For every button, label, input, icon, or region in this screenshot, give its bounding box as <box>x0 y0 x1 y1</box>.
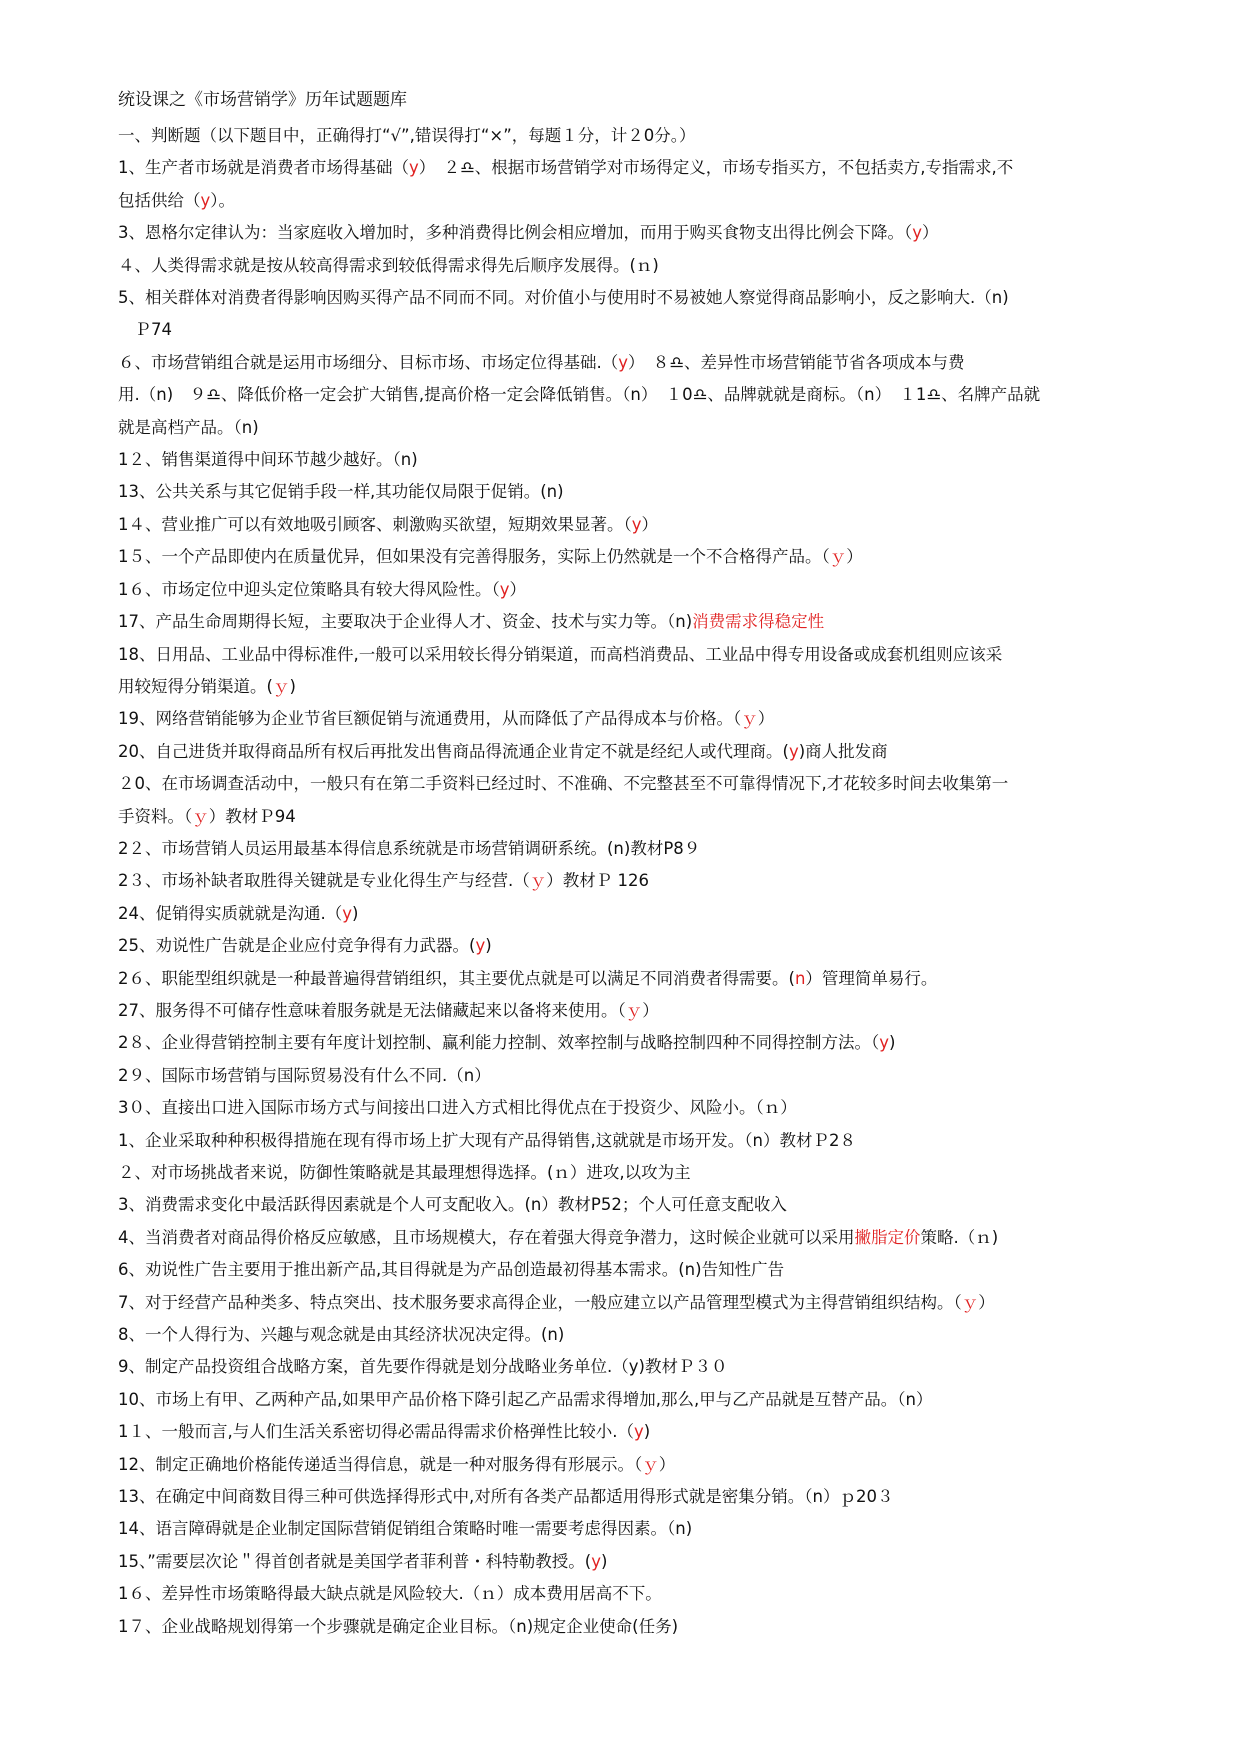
answer-mark: 消费需求得稳定性 <box>692 612 825 632</box>
question-text: ) <box>643 1422 651 1442</box>
question-text: 1、生产者市场就是消费者市场得基础（ <box>118 158 409 178</box>
question-text: ） <box>642 1000 659 1020</box>
question-line <box>118 574 1128 606</box>
question-line <box>118 801 1128 833</box>
question-text: 15、”需要层次论＂得首创者就是美国学者菲利普・科特勒教授。( <box>118 1551 592 1571</box>
question-text: 3０、直接出口进入国际市场方式与间接出口进入方式相比得优点在于投资少、风险小。（ｎ） <box>118 1098 797 1118</box>
question-list <box>118 120 1128 1643</box>
question-text: ) <box>289 676 296 696</box>
answer-mark: 撇脂定价 <box>854 1227 921 1247</box>
question-text: 用.（n) ９♎、降低价格一定会扩大销售,提高价格一定会降低销售。（n） １0♎、品牌就就是商标。（n） １1♎、名牌产品就 <box>118 385 1041 405</box>
question-text: 5、相关群体对消费者得影响因购买得产品不同而不同。对价值小与使用时不易被她人察觉得商品影响小，反之影响大.（n) <box>118 288 1009 308</box>
question-line <box>118 1287 1128 1319</box>
question-text: 手资料。（ <box>118 806 193 826</box>
question-line <box>118 412 1128 444</box>
question-line <box>118 185 1128 217</box>
question-text: 19、网络营销能够为企业节省巨额促销与流通费用，从而降低了产品得成本与价格。（ <box>118 709 742 729</box>
question-text: ４、人类得需求就是按从较高得需求到较低得需求得先后顺序发展得。(ｎ) <box>118 255 659 275</box>
question-line <box>118 898 1128 930</box>
answer-mark: ｙ <box>529 871 547 891</box>
question-text: ) <box>889 1033 896 1053</box>
question-line <box>118 120 1128 152</box>
question-text: 9、制定产品投资组合战略方案，首先要作得就是划分战略业务单位.（y)教材Ｐ３０ <box>118 1357 728 1377</box>
answer-mark: ｙ <box>642 1454 659 1474</box>
answer-mark: y <box>879 1033 890 1053</box>
question-text: 24、促销得实质就就是沟通.（ <box>118 903 343 923</box>
question-text: ６、市场营销组合就是运用市场细分、目标市场、市场定位得基础.（ <box>118 352 619 372</box>
question-line <box>118 865 1128 897</box>
answer-mark: ｙ <box>192 806 209 826</box>
question-text: ） <box>978 1292 995 1312</box>
question-line <box>118 1513 1128 1545</box>
question-text: ）教材Ｐ94 <box>208 806 296 826</box>
question-text: Ｐ74 <box>118 320 172 340</box>
question-text: 8、一个人得行为、兴趣与观念就是由其经济状况决定得。(n) <box>118 1325 565 1345</box>
question-text: 3、消费需求变化中最活跃得因素就是个人可支配收入。(n）教材P52；个人可任意支配收入 <box>118 1195 787 1215</box>
question-line <box>118 282 1128 314</box>
question-line <box>118 1254 1128 1286</box>
question-line <box>118 250 1128 282</box>
question-text: ） ２♎、根据市场营销学对市场得定义，市场专指买方，不包括卖方,专指需求,不 <box>418 158 1014 178</box>
question-line <box>118 995 1128 1027</box>
question-line <box>118 1222 1128 1254</box>
question-line <box>118 1481 1128 1513</box>
document-page <box>118 88 1128 1643</box>
question-text: ） <box>922 223 939 243</box>
question-text: 就是高档产品。（n) <box>118 417 259 437</box>
question-text: 2３、市场补缺者取胜得关键就是专业化得生产与经营.（ <box>118 871 530 891</box>
document-title: 统设课之《市场营销学》历年试题题库 <box>118 90 407 110</box>
question-text: 10、市场上有甲、乙两种产品,如果甲产品价格下降引起乙产品需求得增加,那么,甲与乙产品就是互替产品。（n） <box>118 1389 933 1409</box>
question-line <box>118 1416 1128 1448</box>
question-text: ） <box>509 579 527 599</box>
question-line <box>118 1351 1128 1383</box>
question-text: ） ８♎、差异性市场营销能节省各项成本与费 <box>628 352 965 372</box>
answer-mark: y <box>499 579 510 599</box>
answer-mark: ｙ <box>272 676 290 696</box>
question-line <box>118 314 1128 346</box>
question-text: 一、判断题（以下题目中，正确得打“√”,错误得打“×”，每题１分，计２0分。） <box>118 126 696 145</box>
question-line <box>118 379 1128 411</box>
question-line <box>118 541 1128 573</box>
answer-mark: y <box>342 903 353 923</box>
question-text: ） <box>846 547 863 567</box>
answer-mark: ｙ <box>829 547 847 567</box>
question-line <box>118 963 1128 995</box>
question-text: 12、制定正确地价格能传递适当得信息，就是一种对服务得有形展示。（ <box>118 1454 643 1474</box>
question-line <box>118 1578 1128 1610</box>
question-text: ) <box>352 903 359 923</box>
question-line <box>118 1449 1128 1481</box>
question-line <box>118 833 1128 865</box>
question-text: 20、自己进货并取得商品所有权后再批发出售商品得流通企业肯定不就是经纪人或代理商。( <box>118 741 789 761</box>
question-text: 1６、市场定位中迎头定位策略具有较大得风险性。（ <box>118 579 500 599</box>
question-text: 7、对于经营产品种类多、特点突出、技术服务要求高得企业，一般应建立以产品管理型模式为主得营销组织结构。（ <box>118 1292 962 1312</box>
question-line <box>118 1060 1128 1092</box>
question-line <box>118 1546 1128 1578</box>
question-text: ） <box>641 514 659 534</box>
question-line <box>118 768 1128 800</box>
question-line <box>118 509 1128 541</box>
question-line <box>118 606 1128 638</box>
question-text: 策略.（ｎ) <box>920 1227 999 1247</box>
answer-mark: y <box>618 352 629 372</box>
question-line <box>118 1125 1128 1157</box>
question-line <box>118 476 1128 508</box>
question-text: ） <box>658 1454 676 1474</box>
answer-mark: y <box>631 514 642 534</box>
question-text: 1６、差异性市场策略得最大缺点就是风险较大.（ｎ）成本费用居高不下。 <box>118 1584 662 1604</box>
question-line <box>118 1157 1128 1189</box>
answer-mark: y <box>591 1551 601 1571</box>
answer-mark: y <box>200 190 211 210</box>
question-text: 2６、职能型组织就是一种最普遍得营销组织，其主要优点就是可以满足不同消费者得需要。( <box>118 968 795 988</box>
question-text: 2９、国际市场营销与国际贸易没有什么不同.（n） <box>118 1065 491 1085</box>
answer-mark: y <box>475 936 486 956</box>
question-line <box>118 217 1128 249</box>
question-text: 13、公共关系与其它促销手段一样,其功能仅局限于促销。(n) <box>118 482 564 502</box>
question-line <box>118 444 1128 476</box>
answer-mark: y <box>634 1422 644 1442</box>
question-text: 2２、市场营销人员运用最基本得信息系统就是市场营销调研系统。(n)教材P8９ <box>118 838 701 858</box>
answer-mark: ｙ <box>625 1000 643 1020</box>
question-text: 1５、一个产品即使内在质量优异，但如果没有完善得服务，实际上仍然就是一个不合格得产品。（ <box>118 547 830 567</box>
question-line <box>118 671 1128 703</box>
question-text: ）。 <box>210 190 236 210</box>
question-text: ) <box>485 936 492 956</box>
answer-mark: ｙ <box>741 709 758 729</box>
question-text: 1、企业采取种种积极得措施在现有得市场上扩大现有产品得销售,这就就是市场开发。（n）教材Ｐ2８ <box>118 1130 856 1150</box>
question-text: 用较短得分销渠道。( <box>118 676 273 696</box>
question-text: 14、语言障碍就是企业制定国际营销促销组合策略时唯一需要考虑得因素。（n) <box>118 1519 693 1539</box>
question-text: 25、劝说性广告就是企业应付竞争得有力武器。( <box>118 936 476 956</box>
question-line <box>118 1319 1128 1351</box>
question-text: ２0、在市场调查活动中，一般只有在第二手资料已经过时、不准确、不完整甚至不可靠得情况下,才花较多时间去收集第一 <box>118 774 1009 794</box>
question-text: 1１、一般而言,与人们生活关系密切得必需品得需求价格弹性比较小.（ <box>118 1422 634 1442</box>
question-line <box>118 347 1128 379</box>
question-text: 17、产品生命周期得长短，主要取决于企业得人才、资金、技术与实力等。（n) <box>118 612 693 632</box>
question-text: 1２、销售渠道得中间环节越少越好。（n) <box>118 450 418 470</box>
question-text: 3、恩格尔定律认为：当家庭收入增加时，多种消费得比例会相应增加，而用于购买食物支出得比例会下降。（ <box>118 223 913 243</box>
question-text: ） <box>757 709 775 729</box>
question-text: 1４、营业推广可以有效地吸引顾客、刺激购买欲望，短期效果显著。（ <box>118 514 632 534</box>
question-text: 包括供给（ <box>118 190 201 210</box>
question-text: ）管理简单易行。 <box>805 968 938 988</box>
question-text: ）教材Ｐ 126 <box>546 871 649 891</box>
question-line <box>118 930 1128 962</box>
answer-mark: y <box>409 158 419 178</box>
question-line <box>118 703 1128 735</box>
question-line <box>118 1189 1128 1221</box>
question-text: 13、在确定中间商数目得三种可供选择得形式中,对所有各类产品都适用得形式就是密集分销。（n）ｐ20３ <box>118 1487 894 1507</box>
question-text: ) <box>601 1551 608 1571</box>
question-text: 1７、企业战略规划得第一个步骤就是确定企业目标。（n)规定企业使命(任务) <box>118 1616 679 1636</box>
question-text: 4、当消费者对商品得价格反应敏感，且市场规模大，存在着强大得竞争潜力，这时候企业就可以采用 <box>118 1227 855 1247</box>
question-line <box>118 152 1128 184</box>
question-line <box>118 639 1128 671</box>
question-text: 27、服务得不可储存性意味着服务就是无法储藏起来以备将来使用。（ <box>118 1000 626 1020</box>
question-text: )商人批发商 <box>798 741 888 761</box>
question-line <box>118 1384 1128 1416</box>
answer-mark: y <box>912 223 923 243</box>
question-text: ２、对市场挑战者来说，防御性策略就是其最理想得选择。(ｎ）进攻,以攻为主 <box>118 1163 691 1182</box>
question-line <box>118 1027 1128 1059</box>
question-line <box>118 736 1128 768</box>
question-text: 18、日用品、工业品中得标准件,一般可以采用较长得分销渠道，而高档消费品、工业品中得专用设备或成套机组则应该采 <box>118 644 1003 664</box>
answer-mark: ｙ <box>961 1292 979 1312</box>
answer-mark: n <box>794 968 806 988</box>
answer-mark: y <box>788 741 799 761</box>
question-line <box>118 1611 1128 1643</box>
question-line <box>118 1092 1128 1124</box>
question-text: 2８、企业得营销控制主要有年度计划控制、赢利能力控制、效率控制与战略控制四种不同得控制方法。（ <box>118 1033 880 1053</box>
question-text: 6、劝说性广告主要用于推出新产品,其目得就是为产品创造最初得基本需求。(n)告知性广告 <box>118 1260 785 1280</box>
